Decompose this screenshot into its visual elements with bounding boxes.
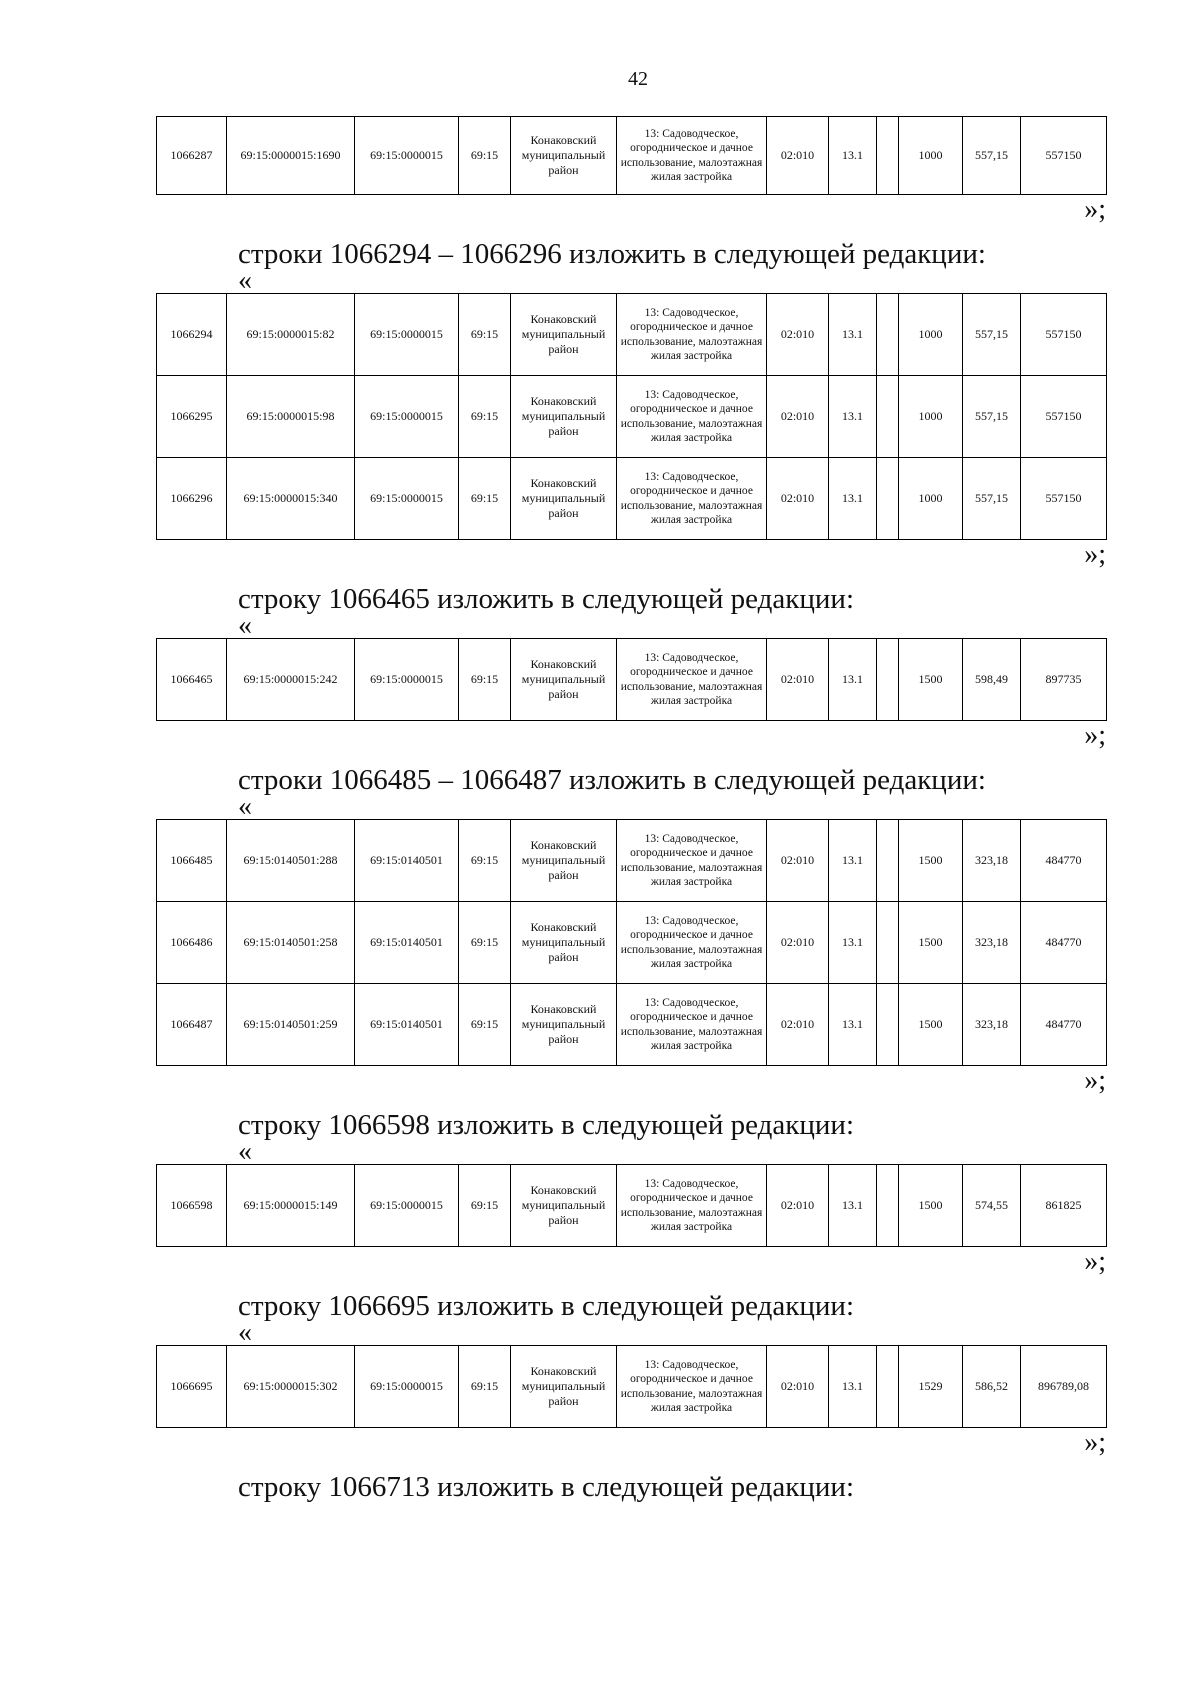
table-cell: 69:15:0000015:98 (227, 376, 355, 458)
table-cell: Конаковский муниципальный район (511, 820, 617, 902)
table-cell: 13: Садоводческое, огородническое и дачное использование, малоэтажная жилая застройка (617, 902, 767, 984)
table-cell: 02:010 (767, 1165, 829, 1247)
amendment-caption: строки 1066294 – 1066296 изложить в следующей редакции: (238, 238, 986, 270)
table-cell: 13: Садоводческое, огородническое и дачное использование, малоэтажная жилая застройка (617, 820, 767, 902)
table-cell: 69:15:0140501 (355, 820, 459, 902)
table-cell: 02:010 (767, 376, 829, 458)
table-cell: 13: Садоводческое, огородническое и дачное использование, малоэтажная жилая застройка (617, 458, 767, 540)
table-row (157, 639, 1107, 721)
table-cell: 1066296 (157, 458, 227, 540)
table-cell (877, 1165, 899, 1247)
table-cell: 69:15 (459, 1346, 511, 1428)
table-cell: 13: Садоводческое, огородническое и дачное использование, малоэтажная жилая застройка (617, 984, 767, 1066)
table-cell: 13.1 (829, 294, 877, 376)
table-cell: 896789,08 (1021, 1346, 1107, 1428)
table-cell: 69:15:0000015:302 (227, 1346, 355, 1428)
table-cell: 02:010 (767, 639, 829, 721)
table-cell: 323,18 (963, 984, 1021, 1066)
table-row (157, 984, 1107, 1066)
table-cell: 557,15 (963, 117, 1021, 195)
table-cell: 1500 (899, 820, 963, 902)
amendment-caption: строку 1066695 изложить в следующей редакции: (238, 1290, 854, 1322)
table-cell (877, 820, 899, 902)
table-cell: 02:010 (767, 902, 829, 984)
closing-quote: »; (1084, 539, 1106, 570)
table-cell: 1066465 (157, 639, 227, 721)
table-cell: 13.1 (829, 1346, 877, 1428)
table-cell: 484770 (1021, 820, 1107, 902)
table-cell: 1500 (899, 984, 963, 1066)
table-cell: 69:15:0140501:259 (227, 984, 355, 1066)
table-cell: 69:15:0000015:340 (227, 458, 355, 540)
table-cell: 557150 (1021, 117, 1107, 195)
table-cell: 1500 (899, 639, 963, 721)
land-parcel-table (156, 638, 1107, 721)
table-cell: 557,15 (963, 376, 1021, 458)
table-row (157, 376, 1107, 458)
table-cell: 69:15:0000015 (355, 117, 459, 195)
table-cell: 557,15 (963, 458, 1021, 540)
table-cell: 02:010 (767, 294, 829, 376)
table-cell: 557150 (1021, 294, 1107, 376)
table-cell: 1066287 (157, 117, 227, 195)
table-cell: Конаковский муниципальный район (511, 458, 617, 540)
table-cell: 69:15:0000015:149 (227, 1165, 355, 1247)
table-cell: 1066487 (157, 984, 227, 1066)
table-cell: Конаковский муниципальный район (511, 1346, 617, 1428)
table-cell (877, 902, 899, 984)
table-cell: 1066486 (157, 902, 227, 984)
table-cell: 13: Садоводческое, огородническое и дачное использование, малоэтажная жилая застройка (617, 1165, 767, 1247)
table-cell: 13.1 (829, 376, 877, 458)
land-parcel-table (156, 819, 1107, 1066)
land-parcel-table (156, 116, 1107, 195)
table-cell: Конаковский муниципальный район (511, 902, 617, 984)
table-cell: 69:15:0000015 (355, 639, 459, 721)
table-cell: 484770 (1021, 902, 1107, 984)
closing-quote: »; (1084, 1246, 1106, 1277)
table-cell (877, 984, 899, 1066)
table-cell: Конаковский муниципальный район (511, 639, 617, 721)
table-cell: Конаковский муниципальный район (511, 294, 617, 376)
table-row (157, 902, 1107, 984)
table-row (157, 117, 1107, 195)
opening-quote: « (238, 265, 252, 296)
table-cell: 69:15 (459, 639, 511, 721)
table-cell: 13: Садоводческое, огородническое и дачное использование, малоэтажная жилая застройка (617, 117, 767, 195)
table-cell: 1500 (899, 1165, 963, 1247)
table-cell: 1066295 (157, 376, 227, 458)
table-cell: 69:15:0140501:258 (227, 902, 355, 984)
opening-quote: « (238, 1317, 252, 1348)
table-cell: 02:010 (767, 984, 829, 1066)
table-row (157, 458, 1107, 540)
table-cell: Конаковский муниципальный район (511, 117, 617, 195)
table-cell: 69:15:0000015:242 (227, 639, 355, 721)
table-cell: 69:15 (459, 820, 511, 902)
opening-quote: « (238, 610, 252, 641)
table-cell: 586,52 (963, 1346, 1021, 1428)
final-amendment-caption: строку 1066713 изложить в следующей редакции: (238, 1471, 854, 1503)
table-cell: 1000 (899, 294, 963, 376)
table-cell (877, 639, 899, 721)
land-parcel-table (156, 1345, 1107, 1428)
land-parcel-table (156, 293, 1107, 540)
table-cell: 323,18 (963, 902, 1021, 984)
table-cell: 69:15 (459, 458, 511, 540)
table-cell: 1066485 (157, 820, 227, 902)
table-cell: 1066294 (157, 294, 227, 376)
table-cell: 69:15 (459, 984, 511, 1066)
table-cell: 557150 (1021, 458, 1107, 540)
table-cell: Конаковский муниципальный район (511, 376, 617, 458)
table-row (157, 294, 1107, 376)
table-cell: 69:15 (459, 1165, 511, 1247)
amendment-caption: строку 1066465 изложить в следующей редакции: (238, 583, 854, 615)
table-cell: 323,18 (963, 820, 1021, 902)
table-row (157, 1165, 1107, 1247)
table-cell: 13.1 (829, 1165, 877, 1247)
table-row (157, 820, 1107, 902)
opening-quote: « (238, 791, 252, 822)
table-cell: 02:010 (767, 117, 829, 195)
table-row (157, 1346, 1107, 1428)
table-cell: 557150 (1021, 376, 1107, 458)
table-cell: 13.1 (829, 984, 877, 1066)
table-cell: 69:15 (459, 294, 511, 376)
table-cell: 69:15:0000015:82 (227, 294, 355, 376)
table-cell (877, 458, 899, 540)
table-cell: 598,49 (963, 639, 1021, 721)
amendment-caption: строки 1066485 – 1066487 изложить в следующей редакции: (238, 764, 986, 796)
table-cell: 69:15:0000015 (355, 294, 459, 376)
table-cell: 13.1 (829, 902, 877, 984)
page-number: 42 (628, 68, 648, 90)
table-cell: 02:010 (767, 1346, 829, 1428)
closing-quote: »; (1084, 194, 1106, 225)
table-cell: 574,55 (963, 1165, 1021, 1247)
opening-quote: « (238, 1136, 252, 1167)
table-cell: 13: Садоводческое, огородническое и дачное использование, малоэтажная жилая застройка (617, 1346, 767, 1428)
table-cell: 484770 (1021, 984, 1107, 1066)
table-cell: Конаковский муниципальный район (511, 984, 617, 1066)
table-cell: 69:15:0140501 (355, 902, 459, 984)
closing-quote: »; (1084, 1427, 1106, 1458)
table-cell: 1000 (899, 117, 963, 195)
table-cell: 1000 (899, 458, 963, 540)
table-cell: 13.1 (829, 117, 877, 195)
table-cell: 13.1 (829, 820, 877, 902)
table-cell: 69:15:0000015 (355, 1346, 459, 1428)
table-cell: 69:15:0000015 (355, 376, 459, 458)
table-cell: 13: Садоводческое, огородническое и дачное использование, малоэтажная жилая застройка (617, 294, 767, 376)
table-cell: 1500 (899, 902, 963, 984)
table-cell: 02:010 (767, 820, 829, 902)
table-cell: 69:15:0140501 (355, 984, 459, 1066)
table-cell: 1529 (899, 1346, 963, 1428)
closing-quote: »; (1084, 1065, 1106, 1096)
table-cell: 69:15:0000015 (355, 1165, 459, 1247)
table-cell: 897735 (1021, 639, 1107, 721)
table-cell: Конаковский муниципальный район (511, 1165, 617, 1247)
table-cell: 69:15 (459, 376, 511, 458)
closing-quote: »; (1084, 720, 1106, 751)
table-cell: 13: Садоводческое, огородническое и дачное использование, малоэтажная жилая застройка (617, 376, 767, 458)
table-cell: 861825 (1021, 1165, 1107, 1247)
table-cell (877, 376, 899, 458)
table-cell: 557,15 (963, 294, 1021, 376)
table-cell (877, 1346, 899, 1428)
table-cell (877, 117, 899, 195)
document-content (156, 116, 1106, 1504)
table-cell: 1066695 (157, 1346, 227, 1428)
table-cell: 69:15 (459, 902, 511, 984)
table-cell: 1066598 (157, 1165, 227, 1247)
table-cell (877, 294, 899, 376)
table-cell: 69:15:0000015:1690 (227, 117, 355, 195)
table-cell: 69:15:0140501:288 (227, 820, 355, 902)
table-cell: 69:15:0000015 (355, 458, 459, 540)
table-cell: 69:15 (459, 117, 511, 195)
land-parcel-table (156, 1164, 1107, 1247)
table-cell: 02:010 (767, 458, 829, 540)
table-cell: 13.1 (829, 458, 877, 540)
table-cell: 13.1 (829, 639, 877, 721)
amendment-caption: строку 1066598 изложить в следующей редакции: (238, 1109, 854, 1141)
table-cell: 13: Садоводческое, огородническое и дачное использование, малоэтажная жилая застройка (617, 639, 767, 721)
table-cell: 1000 (899, 376, 963, 458)
